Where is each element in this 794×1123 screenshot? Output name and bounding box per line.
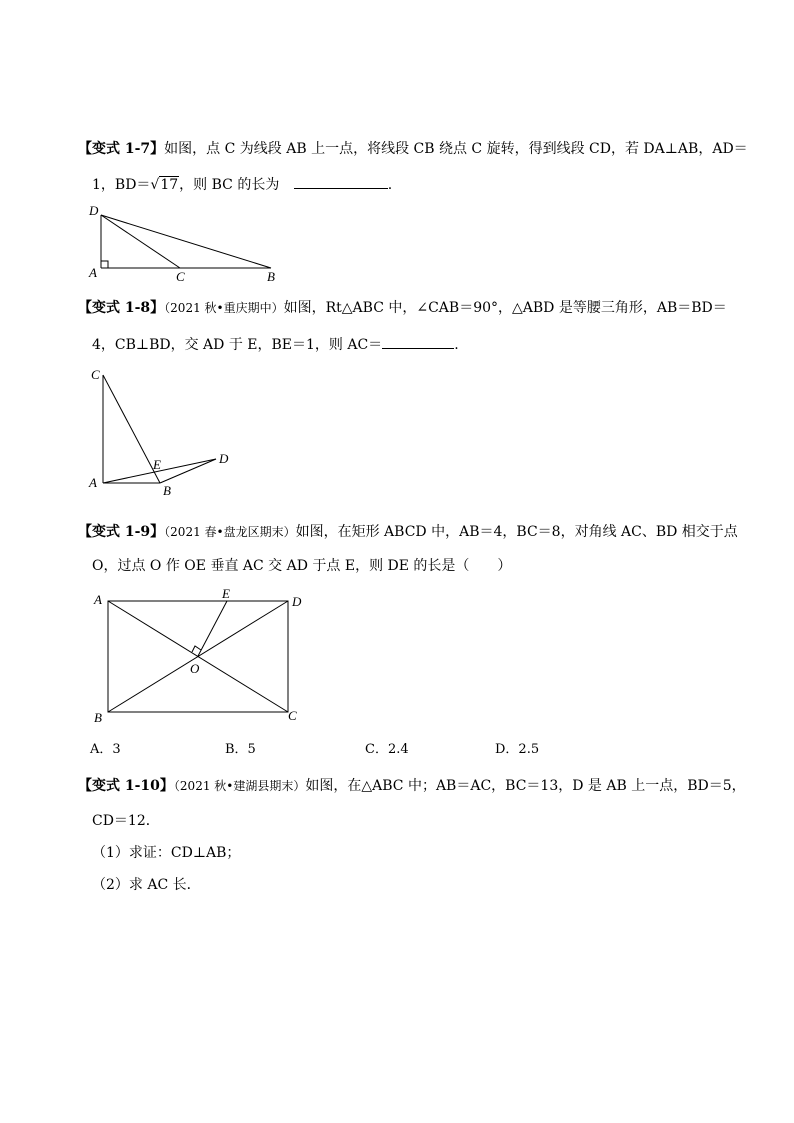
problem-tag: 【变式 1-10】 <box>78 778 174 794</box>
label-C: C <box>91 367 100 382</box>
problem-tag: 【变式 1-8】 <box>78 300 165 316</box>
problem-text: 如图，Rt△ABC 中，∠CAB＝90°，△ABD 是等腰三角形，AB＝BD＝ <box>283 300 727 316</box>
label-C: C <box>288 708 297 723</box>
problem-1-10-line1 <box>78 776 746 796</box>
label-D: D <box>89 203 99 218</box>
option-c[interactable]: C．2.4 <box>365 742 409 757</box>
period: . <box>454 337 459 353</box>
problem-source: （2021 秋•建湖县期末） <box>173 779 306 793</box>
problem-tag: 【变式 1-7】 <box>78 141 165 157</box>
label-A: A <box>89 475 97 490</box>
sub-question-1: （1）求证：CD⊥AB； <box>92 845 241 861</box>
problem-text: 如图，在矩形 ABCD 中，AB＝4，BC＝8，对角线 AC、BD 相交于点 <box>295 524 738 540</box>
period: . <box>387 177 393 193</box>
label-B: B <box>94 710 102 725</box>
label-A: A <box>94 592 102 607</box>
option-b[interactable]: B．5 <box>225 742 256 757</box>
sqrt-expression: √17 <box>150 177 179 193</box>
option-d[interactable]: D．2.5 <box>495 742 540 757</box>
problem-text: 如图，在△ABC 中；AB＝AC，BC＝13，D 是 AB 上一点，BD＝5， <box>305 778 746 794</box>
problem-1-10-line2 <box>92 811 160 831</box>
label-C: C <box>176 269 185 284</box>
problem-source: （2021 秋•重庆期中） <box>164 301 284 315</box>
problem-tag: 【变式 1-9】 <box>78 524 165 540</box>
problem-text: 如图，点 C 为线段 AB 上一点，将线段 CB 绕点 C 旋转，得到线段 CD，若 DA⊥AB，AD＝ <box>164 141 748 157</box>
problem-text: O，过点 O 作 OE 垂直 AC 交 AD 于点 E，则 DE 的长是（ ） <box>92 558 512 574</box>
problem-source: （2021 春•盘龙区期末） <box>164 525 296 539</box>
right-angle-mark <box>192 646 201 652</box>
problem-text: 4，CB⊥BD，交 AD 于 E，BE＝1，则 AC＝ <box>92 337 383 353</box>
sub-question-2: （2）求 AC 长． <box>92 877 201 893</box>
label-E: E <box>222 586 230 601</box>
label-D: D <box>219 451 229 466</box>
problem-text: ，则 BC 的长为 <box>179 177 280 193</box>
problem-text: 1，BD＝ <box>92 177 151 193</box>
label-O: O <box>190 661 200 676</box>
sqrt-radicand: 17 <box>160 177 179 193</box>
option-a[interactable]: A．3 <box>90 742 121 757</box>
label-A: A <box>89 265 97 280</box>
label-B: B <box>267 269 275 284</box>
label-B: B <box>163 483 171 498</box>
label-D: D <box>292 594 302 609</box>
label-E: E <box>153 457 161 472</box>
problem-text: CD＝12． <box>92 813 160 829</box>
